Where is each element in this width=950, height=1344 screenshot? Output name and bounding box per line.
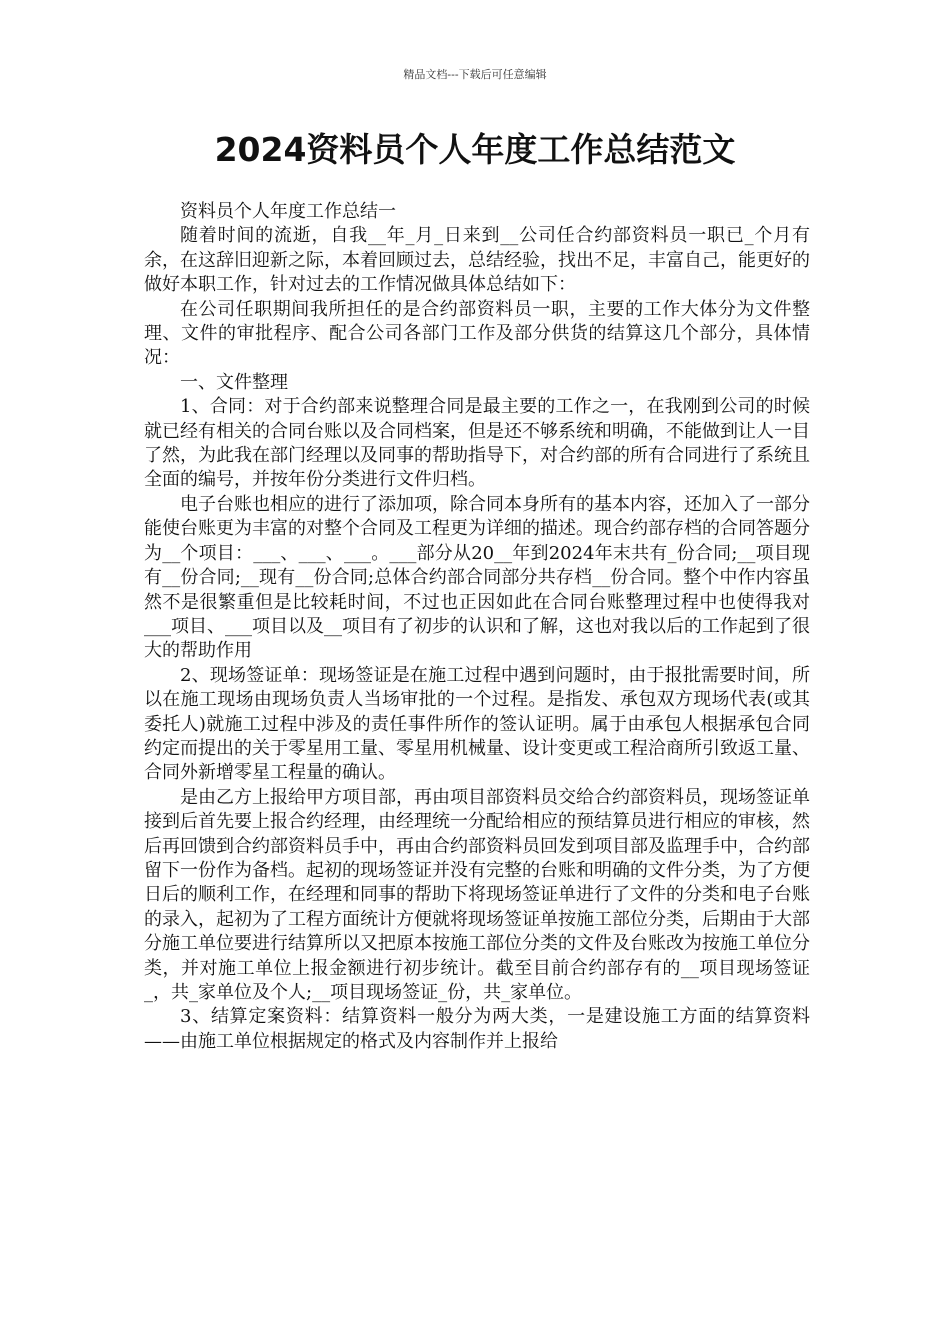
document-title: 2024资料员个人年度工作总结范文	[214, 130, 736, 169]
document-body	[144, 200, 810, 1054]
page-header: 精品文档---下载后可任意编辑	[403, 68, 547, 81]
section-heading-summary-one: 资料员个人年度工作总结一	[180, 201, 396, 222]
paragraph-site-visa: 2、现场签证单：现场签证是在施工过程中遇到问题时，由于报批需要时间，所以在施工现场由现场负责人当场审批的一个过程。是指发、承包双方现场代表(或其委托人)就施工过程中涉及的责任事件所作的签认证明。属于由承包人根据承包合同约定而提出的关于零星用工量、零星用机械量、设计变更或工程洽商所引致返工量、合同外新增零星工程量的确认。	[144, 664, 810, 784]
section-heading-file-organization: 一、文件整理	[180, 371, 288, 393]
paragraph-electronic-ledger: 电子台账也相应的进行了添加项，除合同本身所有的基本内容，还加入了一部分能使台账更为丰富的对整个合同及工程更为详细的描述。现合约部存档的合同答题分为__个项目：___、___、___。___部分从20__年到2024年末共有_份合同;__项目现有__份合同;__现有__份合同;总体合约部合同部分共存档__份合同。整个中作内容虽然不是很繁重但是比较耗时间，不过也正因如此在合同台账整理过程中也使得我对___项目、___项目以及__项目有了初步的认识和了解，这也对我以后的工作起到了很大的帮助作用	[144, 493, 810, 662]
paragraph-duties: 在公司任职期间我所担任的是合约部资料员一职，主要的工作大体分为文件整理、文件的审批程序、配合公司各部门工作及部分供货的结算这几个部分，具体情况：	[144, 298, 810, 369]
paragraph-contracts: 1、合同：对于合约部来说整理合同是最主要的工作之一，在我刚到公司的时候就已经有相关的合同台账以及合同档案，但是还不够系统和明确，不能做到让人一目了然，为此我在部门经理以及同事的帮助指导下，对合约部的所有合同进行了系统且全面的编号，并按年份分类进行文件归档。	[144, 396, 810, 491]
paragraph-visa-process: 是由乙方上报给甲方项目部，再由项目部资料员交给合约部资料员，现场签证单接到后首先要上报合约经理，由经理统一分配给相应的预结算员进行相应的审核，然后再回馈到合约部资料员手中，再由合约部资料员回发到项目部及监理手中，合约部留下一份作为备档。起初的现场签证并没有完整的台账和明确的文件分类，为了方便日后的顺利工作，在经理和同事的帮助下将现场签证单进行了文件的分类和电子台账的录入，起初为了工程方面统计方便就将现场签证单按施工部位分类，后期由于大部分施工单位要进行结算所以又把原本按施工部位分类的文件及台账改为按施工单位分类，并对施工单位上报金额进行初步统计。截至目前合约部存有的__项目现场签证_，共_家单位及个人;__项目现场签证_份，共_家单位。	[144, 786, 810, 1003]
paragraph-intro: 随着时间的流逝，自我__年_月_日来到__公司任合约部资料员一职已_个月有余，在这辞旧迎新之际，本着回顾过去，总结经验，找出不足，丰富自己，能更好的做好本职工作，针对过去的工作情况做具体总结如下：	[144, 225, 810, 296]
paragraph-settlement: 3、结算定案资料：结算资料一般分为两大类，一是建设施工方面的结算资料——由施工单位根据规定的格式及内容制作并上报给	[144, 1006, 810, 1052]
